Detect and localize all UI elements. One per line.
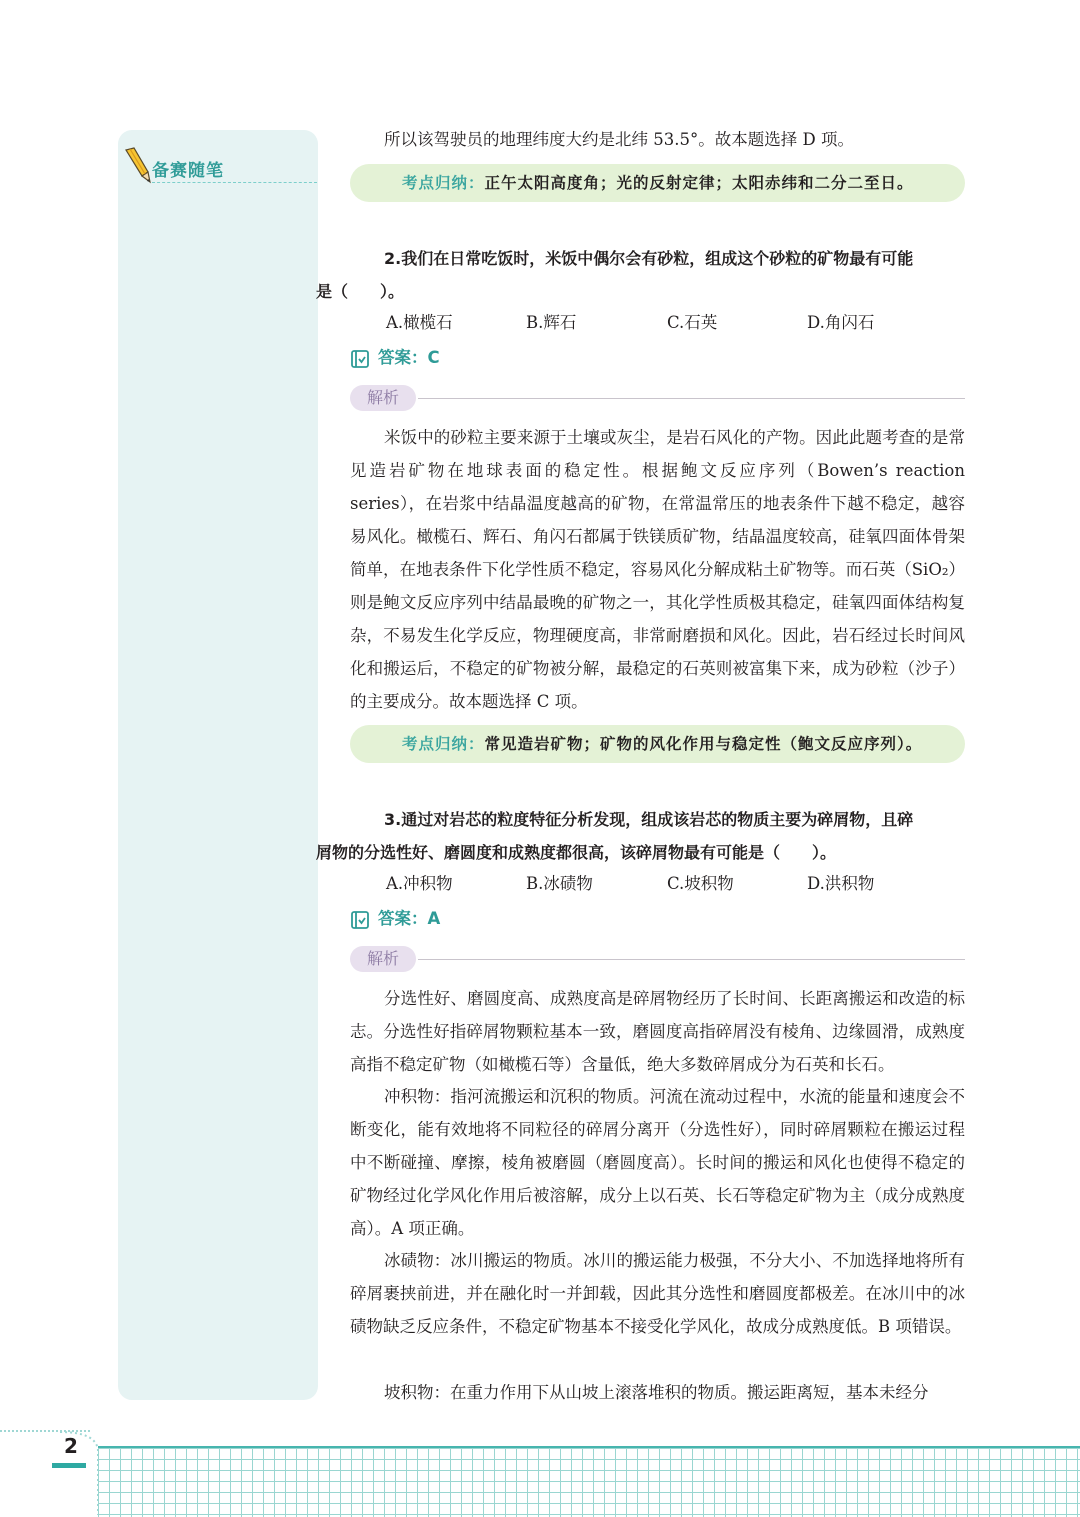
analysis-2-tag: 解析 [350,385,416,411]
question-3-line1: 3.通过对岩芯的粒度特征分析发现，组成该岩芯的物质主要为碎屑物，且碎 [384,810,914,829]
key-points-label: 考点归纳： [402,735,485,753]
question-3-line2: 屑物的分选性好、磨圆度和成熟度都很高，该碎屑物最有可能是（ ）。 [316,843,837,862]
key-points-box [350,725,965,763]
analysis-2-text: 米饭中的砂粒主要来源于土壤或灰尘，是岩石风化的产物。因此此题考查的是常见造岩矿物在地球表面的稳定性。根据鲍文反应序列（Bowen’s reaction series），在岩浆中结晶温度越高的矿物，在常温常压的地表条件下越不稳定，越容易风化。橄榄石、辉石、角闪石都属于铁镁质矿物，结晶温度较高，硅氧四面体骨架简单，在地表条件下化学性质不稳定，容易风化分解成粘土矿物等。而石英（SiO₂）则是鲍文反应序列中结晶最晚的矿物之一，其化学性质极其稳定，硅氧四面体结构复杂，不易发生化学反应，物理硬度高，非常耐磨损和风化。因此，岩石经过长时间风化和搬运后，不稳定的矿物被分解，最稳定的石英则被富集下来，成为砂粒（沙子）的主要成分。故本题选择 C 项。 [350,428,965,711]
answer-2 [350,345,440,371]
answer-3 [350,906,440,932]
page-number-underline [52,1463,86,1468]
option-c: C.石英 [667,313,718,332]
option-d: D.洪积物 [807,874,875,893]
option-b: B.辉石 [526,313,577,332]
intro-line: 所以该驾驶员的地理纬度大约是北纬 53.5°。故本题选择 D 项。 [384,130,854,149]
option-d: D.角闪石 [807,313,875,332]
analysis-3-para-3: 冰碛物：冰川搬运的物质。冰川的搬运能力极强，不分大小、不加选择地将所有碎屑裹挟前进，并在融化时一并卸载，因此其分选性和磨圆度都极差。在冰川中的冰碛物缺乏反应条件，不稳定矿物基本不接受化学风化，故成分成熟度低。B 项错误。 [350,1251,965,1336]
analysis-2-divider [418,398,965,399]
question-3-options [386,870,966,900]
answer-icon [350,349,370,369]
option-a: A.橄榄石 [386,313,453,332]
key-points-box [350,164,965,202]
question-2-line2: 是（ ）。 [316,282,405,301]
footer-grid [98,1446,1080,1517]
option-b: B.冰碛物 [526,874,593,893]
sidebar-divider [152,182,317,183]
page-number: 2 [64,1434,78,1458]
notes-sidebar [118,130,318,1400]
analysis-3-para-4: 坡积物：在重力作用下从山坡上滚落堆积的物质。搬运距离短，基本未经分 [384,1383,929,1402]
key-points-text: 常见造岩矿物；矿物的风化作用与稳定性（鲍文反应序列）。 [484,735,923,753]
question-2-options [386,309,966,339]
answer-3-text: 答案：A [378,909,441,928]
analysis-3-para-1: 分选性好、磨圆度高、成熟度高是碎屑物经历了长时间、长距离搬运和改造的标志。分选性好指碎屑物颗粒基本一致，磨圆度高指碎屑没有棱角、边缘圆滑，成熟度高指不稳定矿物（如橄榄石等）含量低，绝大多数碎屑成分为石英和长石。 [350,989,965,1074]
question-2-line1: 2.我们在日常吃饭时，米饭中偶尔会有砂粒，组成这个砂粒的矿物最有可能 [384,249,914,268]
question-2 [316,242,965,308]
option-c: C.坡积物 [667,874,734,893]
analysis-3-divider [418,959,965,960]
analysis-3-para-2: 冲积物：指河流搬运和沉积的物质。河流在流动过程中，水流的能量和速度会不断变化，能有效地将不同粒径的碎屑分离开（分选性好），同时碎屑颗粒在搬运过程中不断碰撞、摩擦，棱角被磨圆（磨圆度高）。长时间的搬运和风化也使得不稳定的矿物经过化学风化作用后被溶解，成分上以石英、长石等稳定矿物为主（成分成熟度高）。A 项正确。 [350,1087,965,1238]
sidebar-title: 备赛随笔 [152,161,224,181]
answer-2-text: 答案：C [378,348,440,367]
pencil-icon [120,146,154,184]
question-3 [316,803,965,869]
key-points-text: 正午太阳高度角；光的反射定律；太阳赤纬和二分二至日。 [484,174,914,192]
option-a: A.冲积物 [386,874,453,893]
analysis-3-tag: 解析 [350,946,416,972]
key-points-label: 考点归纳： [402,174,485,192]
answer-icon [350,910,370,930]
